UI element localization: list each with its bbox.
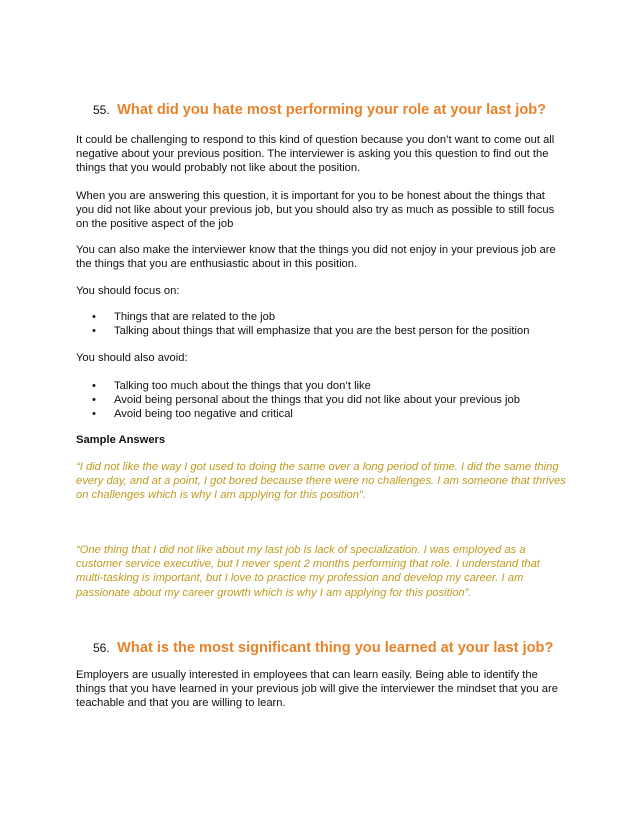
paragraph-learning: Employers are usually interested in employees that can learn easily. Being able to identify the things that you have learned in your previous job will give the interviewer the mindset that you are teachable and that you are willing to learn.: [76, 669, 558, 710]
bullet-icon: •: [92, 408, 96, 421]
focus-list: [76, 310, 566, 338]
paragraph-intro: It could be challenging to respond to this kind of question because you don’t want to come out all negative about your previous position. The interviewer is asking you this question to find out the things that you would probably not like about the position.: [76, 134, 555, 175]
avoid-intro: You should also avoid:: [76, 352, 188, 364]
question-55-heading: [93, 101, 546, 119]
list-item-text: Avoid being too negative and critical: [114, 408, 293, 421]
bullet-icon: •: [92, 311, 96, 323]
list-item: [76, 407, 566, 421]
sample-answer-1: “I did not like the way I got used to doing the same over a long period of time. I did the same thing every day, and at a point, I got bored because there were no challenges. I am someone that thrives on challenges which is why I am applying for this position”.: [76, 461, 566, 502]
bullet-icon: •: [92, 325, 96, 338]
avoid-list: [76, 379, 566, 422]
sample-answer-2: “One thing that I did not like about my last job is lack of specialization. I was employed as a customer service executive, but I never spent 2 months performing that role. I understand that multi-tasking is important, but I love to practice my profession and develop my career. I am passionate about my career growth which is why I am applying for this position”.: [76, 544, 540, 599]
question-55-title: What did you hate most performing your role at your last job?: [117, 102, 547, 118]
focus-intro: You should focus on:: [76, 285, 180, 297]
question-56-number: 56.: [93, 641, 110, 655]
list-item: [76, 379, 566, 393]
question-55-number: 55.: [93, 103, 110, 117]
list-item-text: Talking about things that will emphasize that you are the best person for the position: [114, 325, 530, 338]
list-item: [76, 393, 566, 407]
sample-answers-heading: Sample Answers: [76, 434, 166, 446]
paragraph-enthusiasm: You can also make the interviewer know that the things you did not enjoy in your previous job are the things that you are enthusiastic about in this position.: [76, 244, 556, 271]
question-56-heading: [93, 639, 553, 657]
list-item-text: Things that are related to the job: [114, 311, 276, 323]
bullet-icon: •: [92, 394, 96, 407]
bullet-icon: •: [92, 380, 96, 392]
question-56-title: What is the most significant thing you learned at your last job?: [117, 640, 554, 656]
paragraph-honesty: When you are answering this question, it is important for you to be honest about the things that you did not like about your previous job, but you should also try as much as possible to still focus on the positive aspect of the job: [76, 190, 555, 231]
list-item: [76, 324, 566, 338]
list-item: [76, 310, 566, 324]
list-item-text: Talking too much about the things that you don’t like: [114, 380, 371, 392]
list-item-text: Avoid being personal about the things that you did not like about your previous job: [114, 394, 520, 407]
